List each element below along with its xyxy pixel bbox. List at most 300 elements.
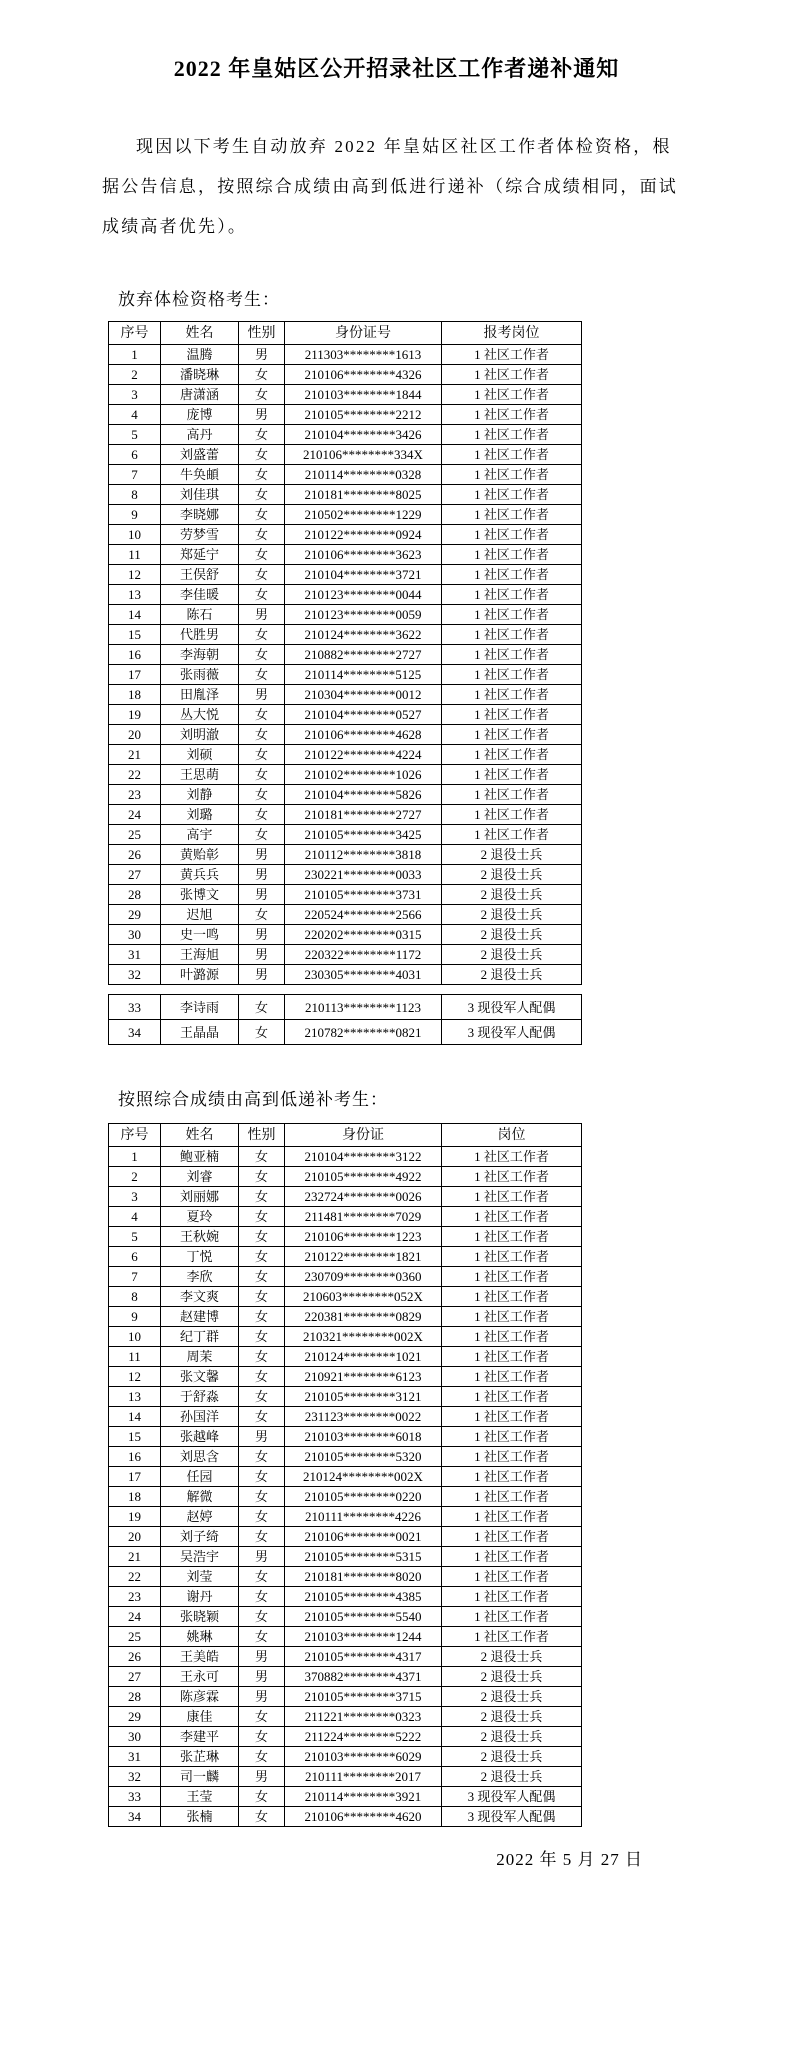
cell-name: 李海朝 (161, 645, 239, 665)
cell-id-number: 210124********3622 (285, 625, 442, 645)
table-row (109, 1487, 582, 1507)
cell-position: 1 社区工作者 (442, 1607, 582, 1627)
cell-gender: 男 (239, 1547, 285, 1567)
cell-id-number: 211303********1613 (285, 345, 442, 365)
cell-name: 李建平 (161, 1727, 239, 1747)
cell-gender: 男 (239, 845, 285, 865)
cell-position: 3 现役军人配偶 (442, 995, 582, 1020)
cell-index: 4 (109, 1207, 161, 1227)
cell-gender: 女 (239, 1407, 285, 1427)
cell-gender: 女 (239, 485, 285, 505)
cell-index: 11 (109, 1347, 161, 1367)
cell-position: 1 社区工作者 (442, 1267, 582, 1287)
table-row (109, 705, 582, 725)
cell-index: 18 (109, 1487, 161, 1507)
cell-id-number: 210114********5125 (285, 665, 442, 685)
cell-gender: 女 (239, 465, 285, 485)
table-row (109, 785, 582, 805)
cell-name: 刘明澈 (161, 725, 239, 745)
cell-id-number: 210102********1026 (285, 765, 442, 785)
cell-index: 32 (109, 1767, 161, 1787)
cell-index: 30 (109, 925, 161, 945)
table-row (109, 1767, 582, 1787)
cell-name: 田胤泽 (161, 685, 239, 705)
abandoned-candidates-table-continued (108, 994, 582, 1045)
cell-gender: 女 (239, 765, 285, 785)
table-row (109, 1527, 582, 1547)
cell-id-number: 231123********0022 (285, 1407, 442, 1427)
cell-id-number: 210882********2727 (285, 645, 442, 665)
cell-name: 刘佳琪 (161, 485, 239, 505)
cell-id-number: 210603********052X (285, 1287, 442, 1307)
cell-name: 王思萌 (161, 765, 239, 785)
cell-index: 5 (109, 425, 161, 445)
cell-index: 10 (109, 525, 161, 545)
table-row (109, 1307, 582, 1327)
column-header-cell-index: 序号 (109, 1124, 161, 1147)
cell-index: 6 (109, 1247, 161, 1267)
cell-name: 高宇 (161, 825, 239, 845)
table-row (109, 1227, 582, 1247)
table-row (109, 425, 582, 445)
cell-gender: 女 (239, 745, 285, 765)
cell-index: 10 (109, 1327, 161, 1347)
cell-position: 1 社区工作者 (442, 825, 582, 845)
cell-index: 29 (109, 905, 161, 925)
cell-gender: 女 (239, 645, 285, 665)
cell-id-number: 220381********0829 (285, 1307, 442, 1327)
table-row (109, 1147, 582, 1167)
cell-position: 1 社区工作者 (442, 1427, 582, 1447)
cell-position: 1 社区工作者 (442, 405, 582, 425)
cell-gender: 男 (239, 405, 285, 425)
cell-index: 34 (109, 1807, 161, 1827)
cell-id-number: 210104********5826 (285, 785, 442, 805)
cell-gender: 女 (239, 445, 285, 465)
cell-position: 2 退役士兵 (442, 1727, 582, 1747)
cell-name: 丛大悦 (161, 705, 239, 725)
table-row (109, 1787, 582, 1807)
cell-name: 丁悦 (161, 1247, 239, 1267)
cell-gender: 男 (239, 605, 285, 625)
cell-name: 司一麟 (161, 1767, 239, 1787)
cell-index: 13 (109, 585, 161, 605)
cell-gender: 女 (239, 705, 285, 725)
cell-id-number: 220524********2566 (285, 905, 442, 925)
cell-id-number: 210103********1844 (285, 385, 442, 405)
cell-index: 18 (109, 685, 161, 705)
table-row (109, 565, 582, 585)
cell-name: 温腾 (161, 345, 239, 365)
table-row (109, 585, 582, 605)
cell-id-number: 210106********4628 (285, 725, 442, 745)
cell-name: 劳梦雪 (161, 525, 239, 545)
cell-id-number: 220202********0315 (285, 925, 442, 945)
cell-gender: 女 (239, 1627, 285, 1647)
cell-gender: 女 (239, 505, 285, 525)
cell-name: 唐潇涵 (161, 385, 239, 405)
cell-id-number: 210181********2727 (285, 805, 442, 825)
cell-gender: 女 (239, 1727, 285, 1747)
cell-name: 郑延宁 (161, 545, 239, 565)
table-row (109, 345, 582, 365)
cell-name: 牛奂頔 (161, 465, 239, 485)
table-row (109, 1667, 582, 1687)
cell-name: 刘璐 (161, 805, 239, 825)
table-row (109, 1547, 582, 1567)
cell-name: 张晓颖 (161, 1607, 239, 1627)
intro-paragraph (102, 127, 705, 247)
cell-index: 12 (109, 1367, 161, 1387)
cell-id-number: 210106********1223 (285, 1227, 442, 1247)
cell-gender: 男 (239, 965, 285, 985)
cell-gender: 女 (239, 1147, 285, 1167)
cell-position: 1 社区工作者 (442, 1147, 582, 1167)
cell-index: 9 (109, 1307, 161, 1327)
table-row (109, 885, 582, 905)
cell-index: 4 (109, 405, 161, 425)
cell-name: 黄贻彰 (161, 845, 239, 865)
cell-index: 27 (109, 865, 161, 885)
table-row (109, 1020, 582, 1045)
cell-position: 1 社区工作者 (442, 425, 582, 445)
cell-index: 25 (109, 825, 161, 845)
cell-index: 26 (109, 1647, 161, 1667)
table-row (109, 1287, 582, 1307)
cell-index: 29 (109, 1707, 161, 1727)
cell-id-number: 210502********1229 (285, 505, 442, 525)
cell-index: 5 (109, 1227, 161, 1247)
table-row (109, 685, 582, 705)
table-row (109, 465, 582, 485)
cell-index: 3 (109, 385, 161, 405)
cell-name: 张越峰 (161, 1427, 239, 1447)
table-row (109, 805, 582, 825)
table-row (109, 505, 582, 525)
cell-id-number: 210123********0059 (285, 605, 442, 625)
cell-position: 1 社区工作者 (442, 745, 582, 765)
cell-position: 1 社区工作者 (442, 565, 582, 585)
cell-index: 33 (109, 995, 161, 1020)
replacement-candidates-table (108, 1123, 582, 1827)
cell-gender: 女 (239, 625, 285, 645)
cell-name: 周茉 (161, 1347, 239, 1367)
cell-name: 代胜男 (161, 625, 239, 645)
cell-gender: 女 (239, 1327, 285, 1347)
cell-gender: 女 (239, 1587, 285, 1607)
cell-gender: 女 (239, 1567, 285, 1587)
cell-name: 刘盛蕾 (161, 445, 239, 465)
cell-index: 6 (109, 445, 161, 465)
cell-gender: 男 (239, 1647, 285, 1667)
cell-index: 7 (109, 1267, 161, 1287)
table-row (109, 1427, 582, 1447)
cell-id-number: 210106********334X (285, 445, 442, 465)
column-header-cell-index: 序号 (109, 322, 161, 345)
cell-position: 1 社区工作者 (442, 1387, 582, 1407)
cell-index: 24 (109, 805, 161, 825)
cell-name: 黄兵兵 (161, 865, 239, 885)
cell-id-number: 210123********0044 (285, 585, 442, 605)
cell-id-number: 210104********0527 (285, 705, 442, 725)
table-row (109, 1387, 582, 1407)
table-row (109, 1207, 582, 1227)
cell-gender: 女 (239, 1387, 285, 1407)
cell-name: 李佳暖 (161, 585, 239, 605)
cell-id-number: 210104********3426 (285, 425, 442, 445)
intro-line: 现因以下考生自动放弃 2022 年皇姑区社区工作者体检资格，根 (136, 137, 672, 156)
cell-id-number: 210122********4224 (285, 745, 442, 765)
cell-id-number: 210106********4326 (285, 365, 442, 385)
cell-id-number: 210304********0012 (285, 685, 442, 705)
cell-position: 1 社区工作者 (442, 1447, 582, 1467)
cell-id-number: 210124********1021 (285, 1347, 442, 1367)
cell-index: 27 (109, 1667, 161, 1687)
cell-index: 30 (109, 1727, 161, 1747)
cell-id-number: 210105********3121 (285, 1387, 442, 1407)
cell-position: 1 社区工作者 (442, 1527, 582, 1547)
cell-name: 刘硕 (161, 745, 239, 765)
cell-name: 王俣舒 (161, 565, 239, 585)
cell-id-number: 230221********0033 (285, 865, 442, 885)
cell-gender: 女 (239, 1227, 285, 1247)
cell-id-number: 220322********1172 (285, 945, 442, 965)
column-header-cell-name: 姓名 (161, 1124, 239, 1147)
cell-index: 1 (109, 1147, 161, 1167)
cell-index: 15 (109, 625, 161, 645)
cell-gender: 女 (239, 1447, 285, 1467)
cell-position: 1 社区工作者 (442, 1407, 582, 1427)
table-row (109, 625, 582, 645)
cell-index: 31 (109, 1747, 161, 1767)
cell-name: 王晶晶 (161, 1020, 239, 1045)
cell-index: 23 (109, 1587, 161, 1607)
table-row (109, 665, 582, 685)
table-row (109, 1467, 582, 1487)
cell-id-number: 210105********5540 (285, 1607, 442, 1627)
column-header-cell-position: 报考岗位 (442, 322, 582, 345)
column-header-cell-id-number: 身份证号 (285, 322, 442, 345)
cell-position: 1 社区工作者 (442, 1507, 582, 1527)
cell-index: 17 (109, 665, 161, 685)
cell-position: 2 退役士兵 (442, 865, 582, 885)
cell-gender: 女 (239, 905, 285, 925)
table-row (109, 905, 582, 925)
cell-gender: 男 (239, 945, 285, 965)
cell-position: 1 社区工作者 (442, 1167, 582, 1187)
table-row (109, 1727, 582, 1747)
table-row (109, 965, 582, 985)
table-row (109, 545, 582, 565)
cell-id-number: 210105********4922 (285, 1167, 442, 1187)
cell-id-number: 210321********002X (285, 1327, 442, 1347)
cell-index: 20 (109, 725, 161, 745)
cell-gender: 女 (239, 665, 285, 685)
cell-index: 8 (109, 1287, 161, 1307)
cell-name: 陈石 (161, 605, 239, 625)
cell-index: 14 (109, 1407, 161, 1427)
cell-position: 1 社区工作者 (442, 1587, 582, 1607)
cell-index: 33 (109, 1787, 161, 1807)
cell-index: 12 (109, 565, 161, 585)
cell-position: 3 现役军人配偶 (442, 1787, 582, 1807)
cell-gender: 男 (239, 345, 285, 365)
cell-gender: 男 (239, 1767, 285, 1787)
cell-id-number: 210114********3921 (285, 1787, 442, 1807)
column-header-cell-gender: 性别 (239, 322, 285, 345)
table-row (109, 365, 582, 385)
cell-index: 3 (109, 1187, 161, 1207)
column-header-cell-gender: 性别 (239, 1124, 285, 1147)
page-title: 2022 年皇姑区公开招录社区工作者递补通知 (173, 56, 620, 81)
table-row (109, 745, 582, 765)
cell-position: 1 社区工作者 (442, 385, 582, 405)
cell-index: 2 (109, 1167, 161, 1187)
cell-gender: 男 (239, 1667, 285, 1687)
cell-gender: 女 (239, 785, 285, 805)
cell-index: 11 (109, 545, 161, 565)
cell-name: 张芷琳 (161, 1747, 239, 1767)
cell-gender: 女 (239, 1367, 285, 1387)
cell-id-number: 210105********5315 (285, 1547, 442, 1567)
cell-name: 王美皓 (161, 1647, 239, 1667)
document-page (0, 52, 793, 1870)
header-row (109, 1124, 582, 1147)
cell-name: 李诗雨 (161, 995, 239, 1020)
cell-name: 赵建博 (161, 1307, 239, 1327)
cell-id-number: 210921********6123 (285, 1367, 442, 1387)
cell-name: 潘晓琳 (161, 365, 239, 385)
cell-name: 鲍亚楠 (161, 1147, 239, 1167)
cell-gender: 女 (239, 825, 285, 845)
cell-index: 19 (109, 1507, 161, 1527)
cell-position: 1 社区工作者 (442, 1327, 582, 1347)
cell-position: 1 社区工作者 (442, 705, 582, 725)
table-row (109, 525, 582, 545)
cell-id-number: 210782********0821 (285, 1020, 442, 1045)
cell-position: 1 社区工作者 (442, 585, 582, 605)
cell-gender: 女 (239, 585, 285, 605)
cell-gender: 女 (239, 1020, 285, 1045)
cell-id-number: 210105********2212 (285, 405, 442, 425)
section1-label: 放弃体检资格考生： (118, 290, 280, 309)
cell-position: 1 社区工作者 (442, 525, 582, 545)
cell-index: 7 (109, 465, 161, 485)
cell-gender: 女 (239, 545, 285, 565)
cell-position: 1 社区工作者 (442, 1207, 582, 1227)
cell-name: 谢丹 (161, 1587, 239, 1607)
cell-name: 赵婷 (161, 1507, 239, 1527)
cell-index: 34 (109, 1020, 161, 1045)
cell-position: 2 退役士兵 (442, 1747, 582, 1767)
cell-name: 张雨薇 (161, 665, 239, 685)
cell-gender: 女 (239, 1167, 285, 1187)
table-row (109, 445, 582, 465)
cell-index: 19 (109, 705, 161, 725)
cell-name: 李文爽 (161, 1287, 239, 1307)
cell-gender: 女 (239, 1607, 285, 1627)
cell-index: 16 (109, 645, 161, 665)
cell-position: 1 社区工作者 (442, 445, 582, 465)
cell-position: 1 社区工作者 (442, 725, 582, 745)
cell-gender: 女 (239, 1747, 285, 1767)
table-row (109, 1447, 582, 1467)
cell-gender: 女 (239, 1707, 285, 1727)
cell-gender: 女 (239, 805, 285, 825)
cell-id-number: 210104********3721 (285, 565, 442, 585)
cell-name: 刘思含 (161, 1447, 239, 1467)
table-row (109, 1587, 582, 1607)
cell-name: 康佳 (161, 1707, 239, 1727)
cell-id-number: 210105********4385 (285, 1587, 442, 1607)
cell-index: 14 (109, 605, 161, 625)
cell-position: 1 社区工作者 (442, 625, 582, 645)
cell-gender: 男 (239, 925, 285, 945)
cell-position: 2 退役士兵 (442, 905, 582, 925)
cell-name: 刘丽娜 (161, 1187, 239, 1207)
header-row (109, 322, 582, 345)
cell-position: 1 社区工作者 (442, 645, 582, 665)
cell-gender: 男 (239, 685, 285, 705)
cell-name: 史一鸣 (161, 925, 239, 945)
cell-position: 1 社区工作者 (442, 1547, 582, 1567)
cell-id-number: 211224********5222 (285, 1727, 442, 1747)
cell-index: 8 (109, 485, 161, 505)
cell-gender: 女 (239, 565, 285, 585)
table-row (109, 765, 582, 785)
cell-index: 31 (109, 945, 161, 965)
cell-id-number: 230709********0360 (285, 1267, 442, 1287)
cell-gender: 女 (239, 1247, 285, 1267)
cell-index: 32 (109, 965, 161, 985)
cell-position: 1 社区工作者 (442, 1347, 582, 1367)
cell-id-number: 210103********1244 (285, 1627, 442, 1647)
cell-index: 28 (109, 885, 161, 905)
cell-id-number: 210114********0328 (285, 465, 442, 485)
cell-id-number: 210112********3818 (285, 845, 442, 865)
cell-name: 纪丁群 (161, 1327, 239, 1347)
table-row (109, 1807, 582, 1827)
cell-gender: 女 (239, 1287, 285, 1307)
cell-position: 1 社区工作者 (442, 1247, 582, 1267)
table-row (109, 865, 582, 885)
cell-index: 25 (109, 1627, 161, 1647)
cell-id-number: 210106********0021 (285, 1527, 442, 1547)
cell-index: 26 (109, 845, 161, 865)
cell-id-number: 210105********3715 (285, 1687, 442, 1707)
cell-name: 迟旭 (161, 905, 239, 925)
cell-index: 28 (109, 1687, 161, 1707)
cell-position: 1 社区工作者 (442, 785, 582, 805)
table-row (109, 1407, 582, 1427)
cell-name: 叶潞源 (161, 965, 239, 985)
cell-index: 22 (109, 1567, 161, 1587)
table-row (109, 995, 582, 1020)
cell-name: 刘子绮 (161, 1527, 239, 1547)
cell-gender: 女 (239, 525, 285, 545)
cell-index: 24 (109, 1607, 161, 1627)
cell-position: 2 退役士兵 (442, 845, 582, 865)
cell-index: 20 (109, 1527, 161, 1547)
cell-index: 21 (109, 1547, 161, 1567)
table-row (109, 825, 582, 845)
cell-index: 2 (109, 365, 161, 385)
cell-position: 2 退役士兵 (442, 1647, 582, 1667)
cell-id-number: 230305********4031 (285, 965, 442, 985)
cell-id-number: 210104********3122 (285, 1147, 442, 1167)
table-row (109, 605, 582, 625)
cell-id-number: 210105********5320 (285, 1447, 442, 1467)
